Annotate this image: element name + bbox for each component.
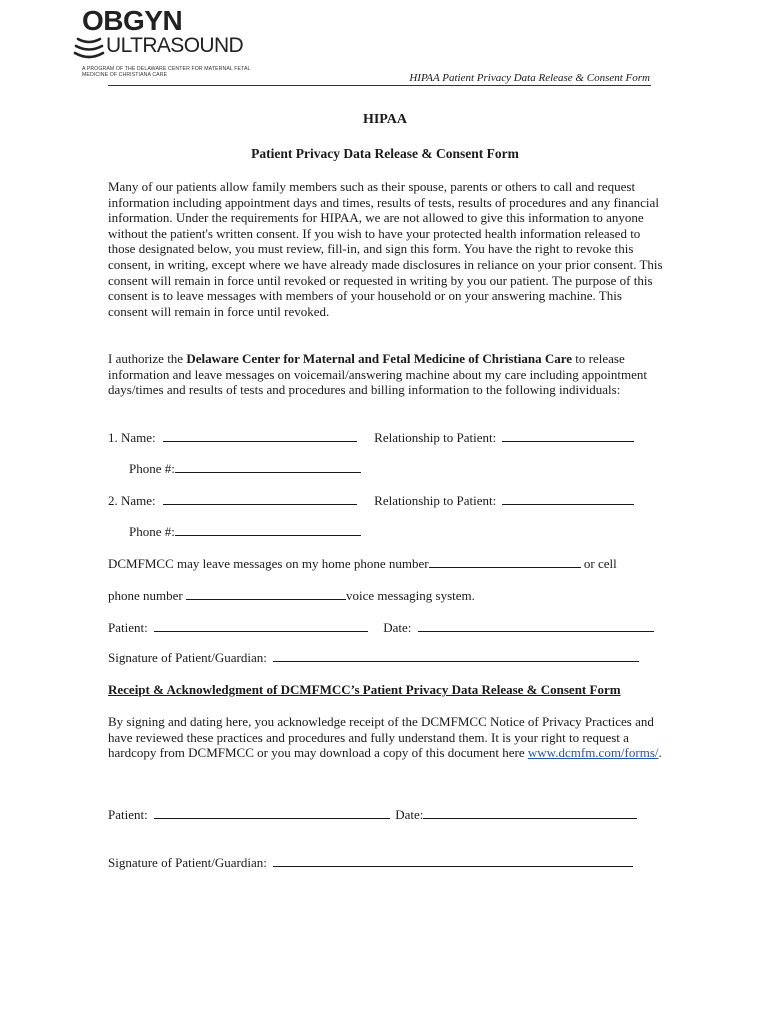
- phone-label: Phone #:: [129, 524, 175, 539]
- document-title: HIPAA: [362, 112, 408, 127]
- date-label: Date:: [383, 620, 412, 635]
- header-form-title: HIPAA Patient Privacy Data Release & Consent Form: [409, 72, 650, 84]
- phone-label: Phone #:: [129, 461, 175, 476]
- authorized-organization: Delaware Center for Maternal and Fetal Medicine of Christiana Care: [186, 351, 573, 366]
- obgyn-ultrasound-logo: [72, 5, 251, 84]
- name-label: Name:: [121, 493, 156, 508]
- signoff-2-date-field[interactable]: [423, 807, 637, 819]
- signature-label: Signature of Patient/Guardian:: [108, 855, 267, 870]
- name-label: Name:: [121, 430, 156, 445]
- date-label: Date:: [395, 807, 424, 822]
- acknowledgment-text: By signing and dating here, you acknowledge receipt of the DCMFMCC Notice of Privacy Practices and have reviewed these practices and procedures and fully understand them. It is your right to request a hardcopy from DCMFMCC or you may download a copy of this document here: [108, 714, 654, 761]
- home-phone-suffix: or cell: [580, 556, 617, 571]
- individual-1-row: [108, 430, 634, 446]
- individual-2-name-field[interactable]: [163, 493, 357, 505]
- home-phone-field[interactable]: [429, 556, 581, 568]
- cell-phone-suffix: voice messaging system.: [345, 588, 475, 603]
- relationship-label: Relationship to Patient:: [374, 430, 497, 445]
- ultrasound-waves-icon: [72, 36, 106, 64]
- signoff-2-patient-field[interactable]: [154, 807, 390, 819]
- signoff-2-signature-row: [108, 855, 633, 871]
- relationship-label: Relationship to Patient:: [374, 493, 497, 508]
- signoff-1-signature-row: [108, 650, 639, 666]
- signoff-2-patient-row: [108, 807, 637, 823]
- individual-number: 2.: [108, 493, 118, 508]
- acknowledgment-end: .: [658, 745, 662, 761]
- signoff-1-patient-row: [108, 620, 654, 636]
- cell-phone-label: phone number: [108, 588, 186, 603]
- authorization-paragraph: [108, 351, 664, 398]
- individual-2-phone-row: [129, 524, 361, 540]
- logo-wordmark-obgyn: OBGYN: [82, 5, 183, 36]
- individual-1-name-field[interactable]: [163, 430, 357, 442]
- logo-wordmark-ultrasound: ULTRASOUND: [106, 34, 244, 57]
- individual-1-relationship-field[interactable]: [502, 430, 634, 442]
- signoff-1-signature-field[interactable]: [273, 650, 639, 662]
- document-subtitle: Patient Privacy Data Release & Consent Form: [251, 146, 519, 161]
- individual-1-phone-field[interactable]: [175, 461, 361, 473]
- home-phone-row: [108, 556, 617, 572]
- signoff-1-date-field[interactable]: [418, 620, 654, 632]
- signoff-2-signature-field[interactable]: [273, 855, 633, 867]
- acknowledgment-paragraph: [108, 714, 664, 761]
- authorization-prefix: I authorize the: [108, 351, 187, 366]
- logo-tagline: A PROGRAM OF THE DELAWARE CENTER FOR MATERNAL FETAL MEDICINE OF CHRISTIANA CARE: [82, 66, 251, 79]
- signoff-1-patient-field[interactable]: [154, 620, 368, 632]
- authorization-suffix: to release information and leave messages on voicemail/answering machine about my care including appointment days/times and results of tests and procedures and billing information to the following individuals:: [108, 351, 647, 398]
- cell-phone-field[interactable]: [186, 588, 346, 600]
- intro-paragraph: Many of our patients allow family members such as their spouse, parents or others to call and request information including appointment days and times, results of tests, results of procedures and any financial information. Under the requirements for HIPAA, we are not allowed to give this information to anyone without the patient's written consent. If you wish to have your protected health information released to those designated below, you must review, fill-in, and sign this form. You have the right to revoke this consent, in writing, except where we have already made disclosures in reliance on your prior consent. This consent will remain in force until revoked or requested in writing by you our patient. The purpose of this consent is to leave messages with members of your household or on your answering machine. This consent will remain in force until revoked.: [108, 179, 663, 319]
- forms-download-link[interactable]: www.dcmfm.com/forms/: [527, 745, 659, 761]
- individual-number: 1.: [108, 430, 118, 445]
- signature-label: Signature of Patient/Guardian:: [108, 650, 267, 665]
- individual-2-phone-field[interactable]: [175, 524, 361, 536]
- individual-2-row: [108, 493, 634, 509]
- patient-label: Patient:: [108, 620, 148, 635]
- home-phone-label: DCMFMCC may leave messages on my home phone number: [108, 556, 429, 571]
- acknowledgment-heading: Receipt & Acknowledgment of DCMFMCC’s Patient Privacy Data Release & Consent Form: [108, 682, 621, 697]
- individual-1-phone-row: [129, 461, 361, 477]
- individual-2-relationship-field[interactable]: [502, 493, 634, 505]
- patient-label: Patient:: [108, 807, 148, 822]
- cell-phone-row: [108, 588, 475, 604]
- header-divider: [108, 85, 651, 86]
